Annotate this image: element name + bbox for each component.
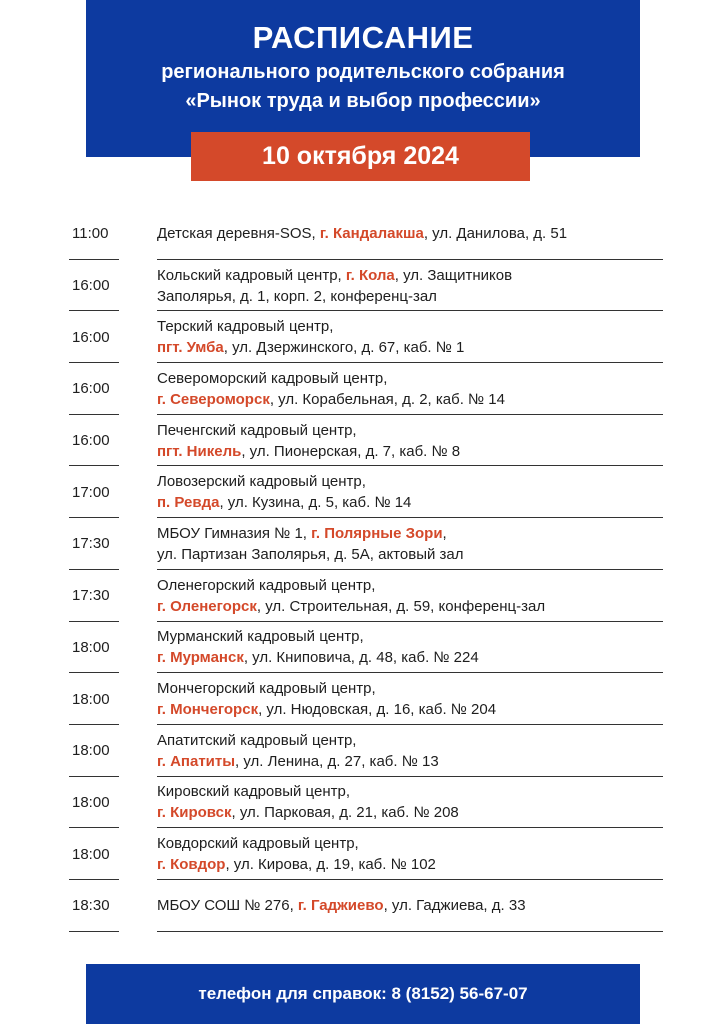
schedule-venue	[157, 415, 667, 467]
venue-city: г. Кола	[345, 266, 395, 284]
venue-city: г. Кандалакша	[319, 225, 424, 243]
schedule-list	[0, 208, 724, 932]
schedule-venue	[157, 466, 667, 518]
venue-city: пгт. Умба	[157, 339, 224, 357]
schedule-time: 18:00	[72, 742, 110, 760]
venue-name: Ковдорский кадровый центр,	[157, 835, 359, 853]
schedule-venue	[157, 311, 667, 363]
phone-text: телефон для справок: 8 (8152) 56-67-07	[198, 984, 528, 1003]
schedule-time: 18:00	[72, 638, 110, 656]
venue-name: Мурманский кадровый центр,	[157, 628, 364, 646]
venue-city: г. Оленегорск	[157, 597, 257, 615]
venue-address: , ул. Корабельная, д. 2, каб. № 14	[269, 390, 505, 408]
venue-name: МБОУ Гимназия № 1,	[157, 524, 312, 542]
schedule-venue	[157, 725, 667, 777]
venue-city: г. Апатиты	[157, 752, 236, 770]
schedule-venue	[157, 570, 667, 622]
schedule-time: 16:00	[72, 380, 110, 398]
schedule-row	[0, 415, 724, 467]
schedule-venue	[157, 518, 667, 570]
page-title: РАСПИСАНИЕ	[252, 20, 474, 55]
venue-name: Ловозерский кадровый центр,	[157, 473, 366, 491]
venue-city: г. Мончегорск	[157, 701, 259, 719]
schedule-time: 18:00	[72, 793, 110, 811]
venue-city: г. Гаджиево	[297, 897, 384, 915]
schedule-time: 16:00	[72, 432, 110, 450]
venue-address: ул. Партизан Заполярья, д. 5А, актовый зал	[157, 545, 464, 563]
venue-city: г. Ковдор	[157, 856, 226, 874]
schedule-time: 18:30	[72, 897, 110, 915]
schedule-row	[0, 673, 724, 725]
venue-address: , ул. Кирова, д. 19, каб. № 102	[225, 856, 436, 874]
venue-address: , ул. Гаджиева, д. 33	[383, 897, 526, 915]
schedule-row	[0, 777, 724, 829]
schedule-row	[0, 828, 724, 880]
venue-city: пгт. Никель	[157, 442, 242, 460]
schedule-row	[0, 880, 724, 932]
venue-city: г. Мурманск	[157, 649, 244, 667]
venue-address: , ул. Пионерская, д. 7, каб. № 8	[241, 442, 461, 460]
schedule-venue	[157, 260, 667, 312]
venue-city: г. Североморск	[157, 390, 270, 408]
venue-address: , ул. Строительная, д. 59, конференц-зал	[256, 597, 546, 615]
venue-address: , ул. Дзержинского, д. 67, каб. № 1	[223, 339, 465, 357]
venue-address: ,	[442, 524, 447, 542]
schedule-venue	[157, 828, 667, 880]
footer-banner	[86, 964, 640, 1024]
time-divider	[69, 931, 119, 932]
venue-name: Кировский кадровый центр,	[157, 783, 350, 801]
venue-address: , ул. Защитников	[394, 266, 513, 284]
venue-name: Мончегорский кадровый центр,	[157, 680, 376, 698]
venue-city: п. Ревда	[157, 494, 220, 512]
venue-address: , ул. Ленина, д. 27, каб. № 13	[235, 752, 439, 770]
schedule-row	[0, 725, 724, 777]
subtitle-line-1: регионального родительского собрания	[161, 61, 565, 83]
schedule-venue	[157, 673, 667, 725]
schedule-row	[0, 518, 724, 570]
schedule-time: 17:30	[72, 535, 110, 553]
venue-address: , ул. Книповича, д. 48, каб. № 224	[243, 649, 479, 667]
venue-name: Оленегорский кадровый центр,	[157, 576, 376, 594]
venue-name: МБОУ СОШ № 276,	[157, 897, 298, 915]
venue-name: Апатитский кадровый центр,	[157, 731, 357, 749]
venue-city: г. Кировск	[157, 804, 232, 822]
schedule-venue	[157, 880, 667, 932]
venue-address: , ул. Данилова, д. 51	[423, 225, 568, 243]
venue-address: , ул. Нюдовская, д. 16, каб. № 204	[258, 701, 497, 719]
schedule-time: 18:00	[72, 845, 110, 863]
schedule-venue	[157, 363, 667, 415]
schedule-row	[0, 622, 724, 674]
venue-address: , ул. Парковая, д. 21, каб. № 208	[231, 804, 459, 822]
schedule-venue	[157, 622, 667, 674]
subtitle-line-2: «Рынок труда и выбор профессии»	[185, 90, 541, 112]
schedule-time: 17:00	[72, 483, 110, 501]
venue-name: Кольский кадровый центр,	[157, 266, 346, 284]
schedule-time: 16:00	[72, 277, 110, 295]
row-divider	[157, 931, 663, 932]
schedule-venue	[157, 208, 667, 260]
schedule-row	[0, 311, 724, 363]
date-badge: 10 октября 2024	[191, 132, 530, 181]
schedule-row	[0, 466, 724, 518]
schedule-time: 18:00	[72, 690, 110, 708]
schedule-time: 17:30	[72, 587, 110, 605]
venue-name: Североморский кадровый центр,	[157, 369, 388, 387]
venue-name: Детская деревня-SOS,	[157, 225, 320, 243]
schedule-venue	[157, 777, 667, 829]
schedule-row	[0, 363, 724, 415]
venue-address: Заполярья, д. 1, корп. 2, конференц-зал	[157, 287, 437, 305]
venue-address: , ул. Кузина, д. 5, каб. № 14	[219, 494, 412, 512]
schedule-row	[0, 208, 724, 260]
schedule-time: 11:00	[72, 225, 109, 243]
venue-city: г. Полярные Зори	[311, 524, 443, 542]
schedule-row	[0, 260, 724, 312]
venue-name: Терский кадровый центр,	[157, 318, 334, 336]
schedule-time: 16:00	[72, 328, 110, 346]
schedule-row	[0, 570, 724, 622]
venue-name: Печенгский кадровый центр,	[157, 421, 357, 439]
